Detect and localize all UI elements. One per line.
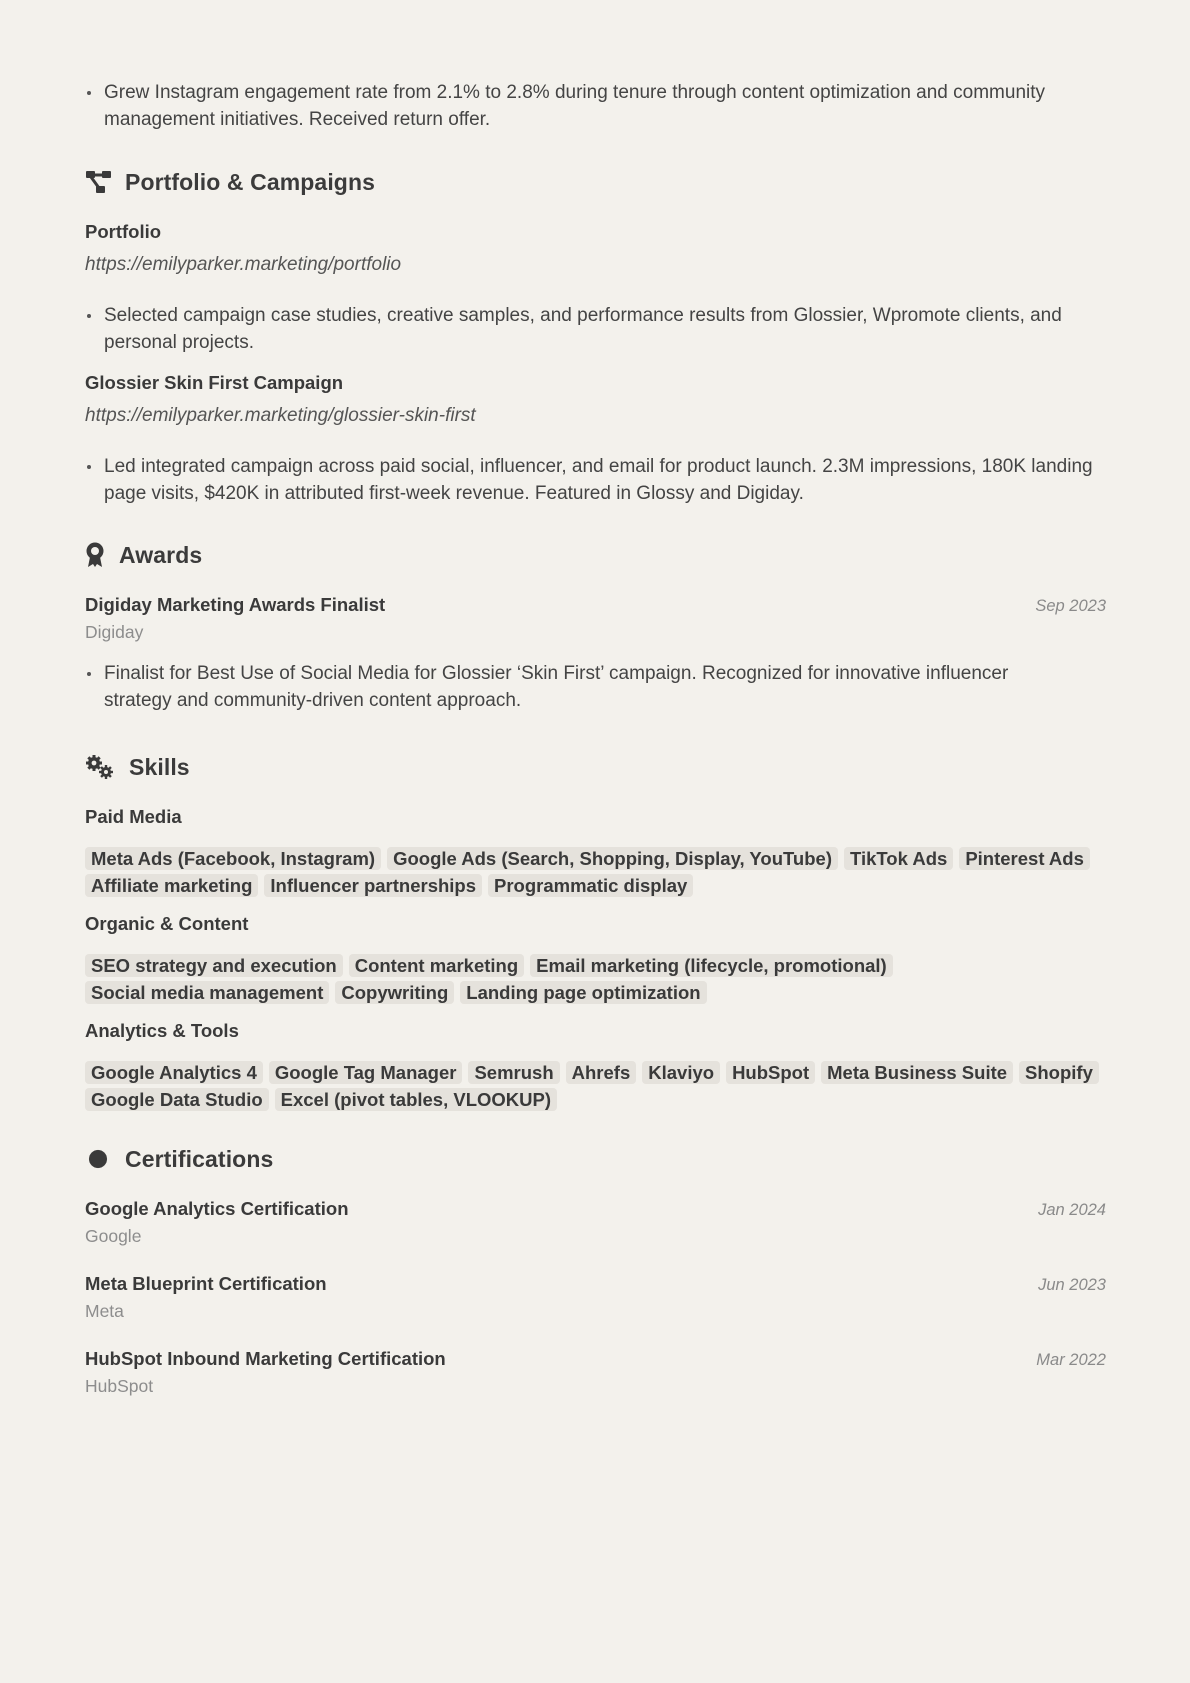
skill-chip: Meta Ads (Facebook, Instagram) (85, 847, 381, 870)
section-portfolio-header (85, 167, 1106, 197)
section-awards-header (85, 540, 1106, 570)
skill-chip: Affiliate marketing (85, 874, 258, 897)
skill-chip-list (85, 1061, 1106, 1111)
skill-chip: Landing page optimization (460, 981, 706, 1004)
section-title: Portfolio & Campaigns (125, 168, 376, 195)
skill-chip: Ahrefs (566, 1061, 637, 1084)
skill-chip: HubSpot (726, 1061, 815, 1084)
skill-chip-list (85, 954, 1106, 1004)
portfolio-item-link[interactable]: https://emilyparker.marketing/portfolio (85, 254, 402, 275)
sitemap-icon (85, 168, 113, 196)
section-certifications-header (85, 1144, 1106, 1174)
skill-chip: Google Ads (Search, Shopping, Display, YouTube) (387, 847, 838, 870)
skill-chip: Email marketing (lifecycle, promotional) (530, 954, 893, 977)
skill-group-label: Analytics & Tools (85, 1020, 239, 1041)
certification-title: Meta Blueprint Certification (85, 1273, 327, 1294)
portfolio-item-title: Portfolio (85, 221, 162, 242)
certification-date: Jan 2024 (1038, 1201, 1106, 1219)
certification-entry (85, 1347, 1106, 1371)
skill-chip: Social media management (85, 981, 329, 1004)
certificate-icon (85, 1145, 111, 1173)
skill-chip: Content marketing (349, 954, 524, 977)
skill-chip: Influencer partnerships (264, 874, 482, 897)
award-org: Digiday (85, 622, 144, 642)
skill-chip: Klaviyo (642, 1061, 720, 1084)
portfolio-item-bullet: Led integrated campaign across paid social, influencer, and email for product launch. 2.3M impressions, 180K landing page visits, $420K in attributed first-week revenue. Featured in Glossy and Digiday. (85, 453, 1125, 507)
certification-date: Mar 2022 (1036, 1351, 1106, 1369)
skill-chip: Google Data Studio (85, 1088, 269, 1111)
skill-chip: TikTok Ads (844, 847, 953, 870)
skill-chip: Google Tag Manager (269, 1061, 463, 1084)
skill-chip: Meta Business Suite (821, 1061, 1013, 1084)
award-date: Sep 2023 (1035, 597, 1106, 615)
skill-group-label: Paid Media (85, 806, 182, 827)
award-bullet: Finalist for Best Use of Social Media for Glossier ‘Skin First’ campaign. Recognized for innovative influencer strategy and community-driven content approach. (85, 660, 1044, 714)
certification-title: HubSpot Inbound Marketing Certification (85, 1348, 446, 1369)
skill-chip: Excel (pivot tables, VLOOKUP) (275, 1088, 557, 1111)
gears-icon (85, 753, 115, 781)
skill-group-label: Organic & Content (85, 913, 249, 934)
section-title: Awards (119, 541, 203, 568)
portfolio-item-title: Glossier Skin First Campaign (85, 372, 344, 393)
skill-chip: Pinterest Ads (959, 847, 1090, 870)
section-skills-header (85, 752, 1106, 782)
award-entry (85, 593, 1106, 617)
portfolio-item-bullet: Selected campaign case studies, creative samples, and performance results from Glossier, Wpromote clients, and personal projects. (85, 302, 1125, 356)
certification-entry (85, 1197, 1106, 1221)
award-icon (85, 541, 105, 569)
skill-chip: Shopify (1019, 1061, 1099, 1084)
certification-issuer: HubSpot (85, 1376, 154, 1396)
skill-chip: Semrush (468, 1061, 559, 1084)
skill-chip: Copywriting (335, 981, 454, 1004)
portfolio-item-link[interactable]: https://emilyparker.marketing/glossier-skin-first (85, 405, 476, 426)
award-title: Digiday Marketing Awards Finalist (85, 594, 386, 615)
skill-chip: SEO strategy and execution (85, 954, 343, 977)
certification-issuer: Google (85, 1226, 142, 1246)
certification-issuer: Meta (85, 1301, 124, 1321)
experience-bullet: Grew Instagram engagement rate from 2.1% to 2.8% during tenure through content optimization and community management initiatives. Received return offer. (85, 79, 1114, 133)
certification-entry (85, 1272, 1106, 1296)
section-title: Certifications (125, 1145, 274, 1172)
certification-date: Jun 2023 (1038, 1276, 1106, 1294)
section-title: Skills (129, 753, 190, 780)
skill-chip: Programmatic display (488, 874, 693, 897)
certification-title: Google Analytics Certification (85, 1198, 349, 1219)
skill-chip-list (85, 847, 1106, 897)
skill-chip: Google Analytics 4 (85, 1061, 263, 1084)
